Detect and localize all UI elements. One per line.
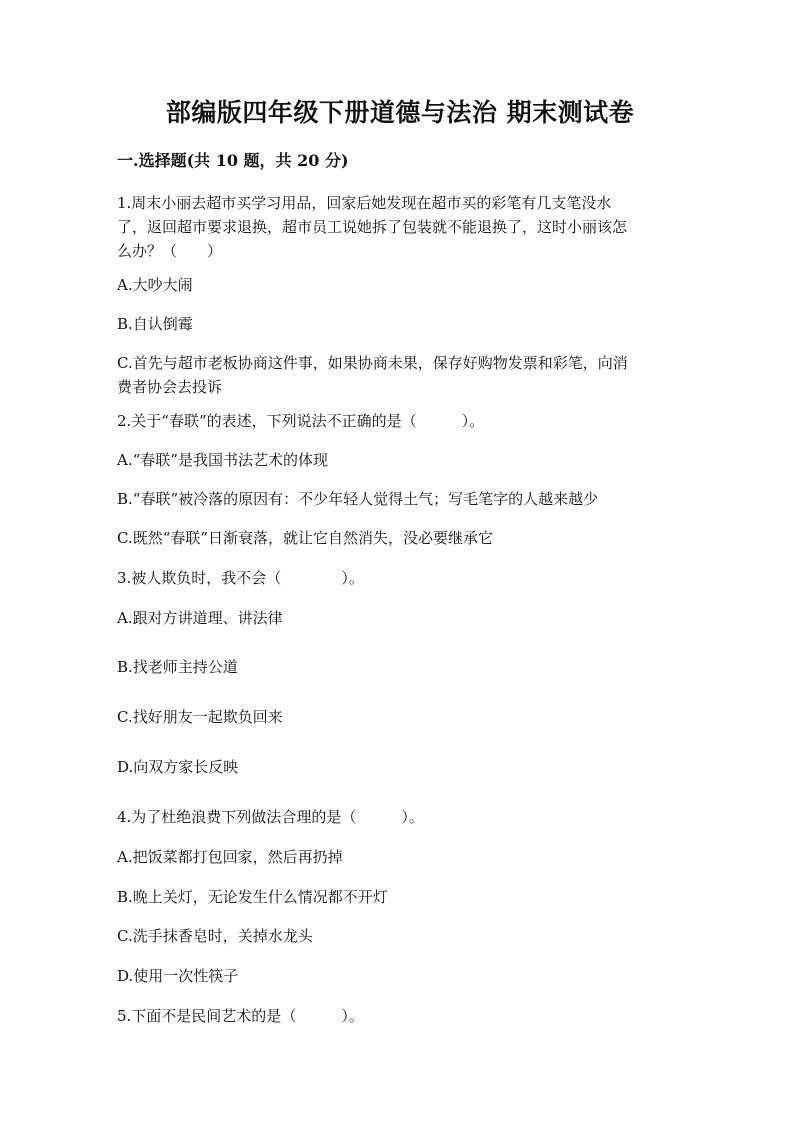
question-3-stem: 3.被人欺负时，我不会（ ）。 (117, 569, 364, 587)
question-4-option-a: A.把饭菜都打包回家，然后再扔掉 (117, 848, 343, 866)
question-1-stem-line-1: 1.周末小丽去超市买学习用品，回家后她发现在超市买的彩笔有几支笔没水 (117, 194, 612, 212)
question-2-option-a: A.“春联”是我国书法艺术的体现 (117, 451, 328, 469)
question-1-option-c-line-1: C.首先与超市老板协商这件事，如果协商未果，保存好购物发票和彩笔，向消 (117, 354, 628, 372)
question-2-stem: 2.关于“春联”的表述，下列说法不正确的是（ ）。 (117, 412, 485, 430)
question-1-option-a: A.大吵大闹 (117, 276, 193, 294)
question-1-stem-line-2: 了，返回超市要求退换，超市员工说她拆了包装就不能退换了，这时小丽该怎 (117, 218, 628, 236)
question-1-stem-line-3: 么办？（ ） (117, 242, 223, 260)
question-3-option-b: B.找老师主持公道 (117, 658, 238, 676)
question-2-option-c: C.既然“春联”日渐衰落，就让它自然消失，没必要继承它 (117, 529, 494, 547)
question-4-option-c: C.洗手抹香皂时，关掉水龙头 (117, 927, 313, 945)
question-3-option-a: A.跟对方讲道理、讲法律 (117, 609, 283, 627)
question-1-option-b: B.自认倒霉 (117, 315, 193, 333)
question-2-option-b: B.“春联”被冷落的原因有：不少年轻人觉得土气；写毛笔字的人越来越少 (117, 490, 599, 508)
question-4-option-b: B.晚上关灯，无论发生什么情况都不开灯 (117, 888, 388, 906)
question-3-option-c: C.找好朋友一起欺负回来 (117, 708, 283, 726)
exam-title: 部编版四年级下册道德与法治 期末测试卷 (165, 98, 635, 127)
section-heading: 一.选择题(共 10 题，共 20 分) (117, 151, 349, 170)
question-4-option-d: D.使用一次性筷子 (117, 967, 239, 985)
question-4-stem: 4.为了杜绝浪费下列做法合理的是（ ）。 (117, 808, 424, 826)
question-1-option-c-line-2: 费者协会去投诉 (117, 378, 223, 396)
question-3-option-d: D.向双方家长反映 (117, 758, 239, 776)
question-5-stem: 5.下面不是民间艺术的是（ ）。 (117, 1007, 364, 1025)
